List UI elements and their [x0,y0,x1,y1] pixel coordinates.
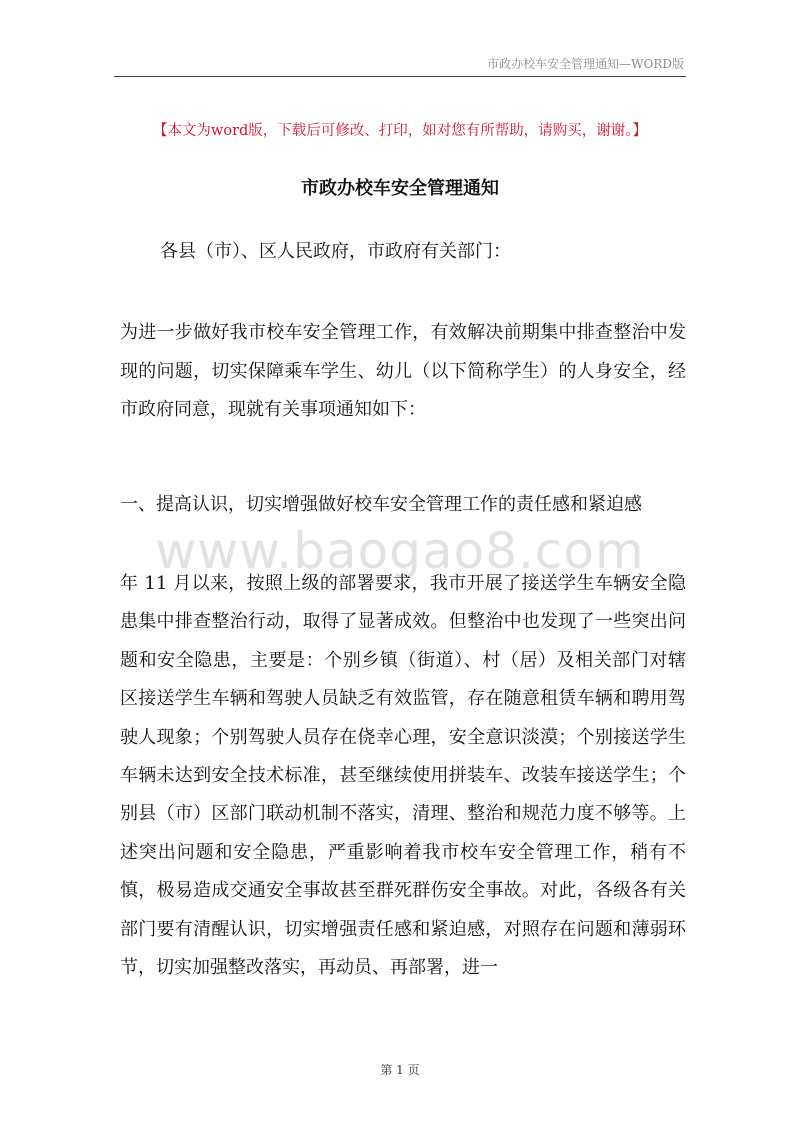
watermark: www.baogao8.com [155,522,645,580]
salutation: 各县（市）、区人民政府，市政府有关部门： [160,241,511,262]
purchase-notice: 【本文为word版，下载后可修改、打印，如对您有所帮助，请购买，谢谢。】 [152,123,648,139]
document-title: 市政办校车安全管理通知 [301,178,499,199]
header-divider [114,76,686,77]
running-header: 市政办校车安全管理通知—WORD版 [487,57,684,71]
intro-paragraph: 为进一步做好我市校车安全管理工作，有效解决前期集中排查整治中发现的问题，切实保障乘车学生、幼儿（以下简称学生）的人身安全，经市政府同意，现就有关事项通知如下： [120,322,686,420]
section-heading-1: 一、提高认识，切实增强做好校车安全管理工作的责任感和紧迫感 [120,494,642,515]
body-paragraph: 年 11 月以来，按照上级的部署要求，我市开展了接送学生车辆安全隐患集中排查整治行动，取得了显著成效。但整治中也发现了一些突出问题和安全隐患，主要是：个别乡镇（街道）、村（居）及相关部门对辖区接送学生车辆和驾驶人员缺乏有效监管，存在随意租赁车辆和聘用驾驶人现象；个别驾驶人员存在侥幸心理，安全意识淡漠；个别接送学生车辆未达到安全技术标准，甚至继续使用拼装车、改装车接送学生；个别县（市）区部门联动机制不落实，清理、整治和规范力度不够等。上述突出问题和安全隐患，严重影响着我市校车安全管理工作，稍有不慎，极易造成交通安全事故甚至群死群伤安全事故。对此，各级各有关部门要有清醒认识，切实增强责任感和紧迫感，对照存在问题和薄弱环节，切实加强整改落实，再动员、再部署，进一 [120,573,686,979]
page-number: 第 1 页 [380,1063,420,1077]
